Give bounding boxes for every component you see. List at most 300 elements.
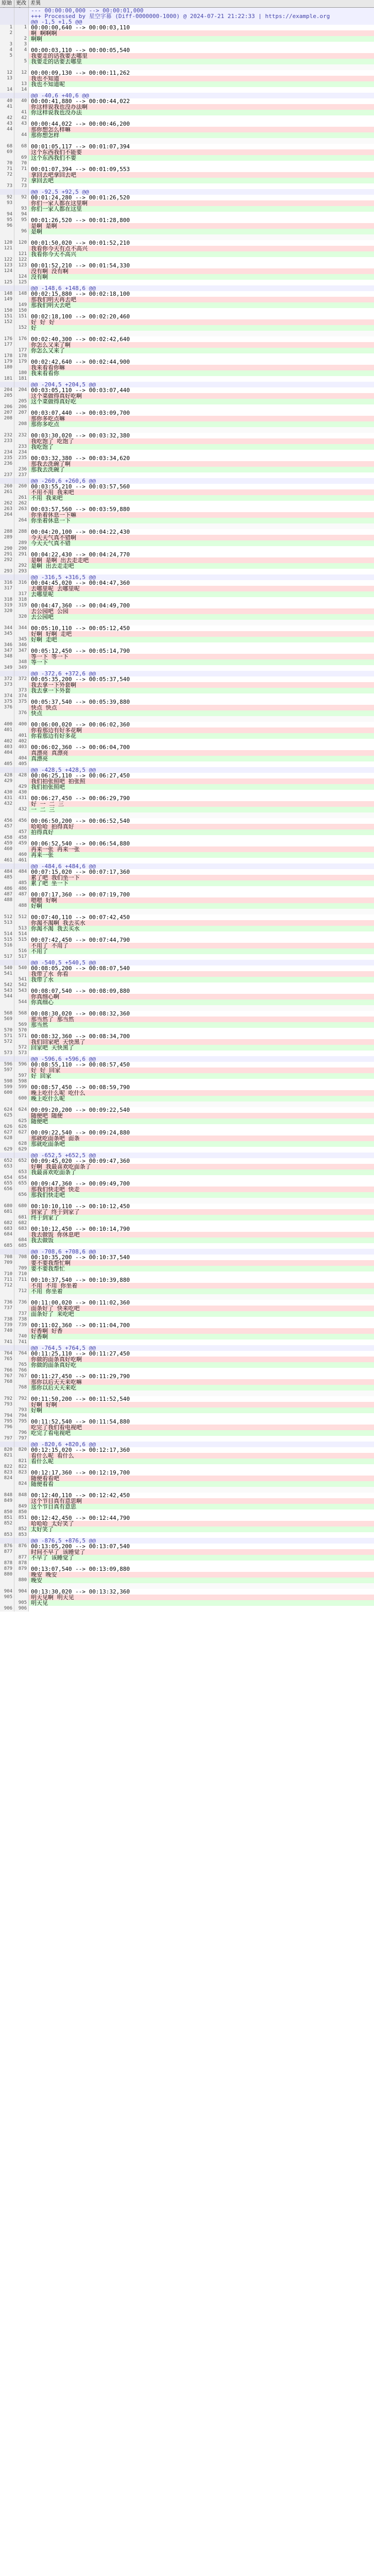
- diff-row-ctx[interactable]: [0, 121, 374, 127]
- diff-row-add[interactable]: [0, 1238, 374, 1243]
- diff-row-ctx[interactable]: [0, 257, 374, 263]
- diff-row-add[interactable]: [0, 36, 374, 42]
- diff-row-ctx[interactable]: [0, 1243, 374, 1249]
- diff-row-ctx[interactable]: [0, 642, 374, 648]
- diff-row-hunk[interactable]: [0, 93, 374, 98]
- diff-row-ctx[interactable]: [0, 1175, 374, 1181]
- diff-row-del[interactable]: [0, 1357, 374, 1362]
- diff-row-add[interactable]: [0, 81, 374, 87]
- diff-row-add[interactable]: [0, 540, 374, 546]
- diff-row-del[interactable]: [0, 1425, 374, 1430]
- diff-row-ctx[interactable]: [0, 835, 374, 841]
- diff-row-ctx[interactable]: [0, 1062, 374, 1067]
- diff-row-ctx[interactable]: [0, 1181, 374, 1187]
- diff-row-gap[interactable]: [0, 234, 374, 240]
- diff-row-add[interactable]: [0, 926, 374, 931]
- diff-row-ctx[interactable]: [0, 693, 374, 699]
- diff-row-ctx[interactable]: [0, 1510, 374, 1515]
- diff-row-del[interactable]: [0, 1379, 374, 1385]
- line-number-old: 879: [0, 1566, 14, 1572]
- diff-row-ctx[interactable]: [0, 739, 374, 744]
- diff-row-ctx[interactable]: [0, 937, 374, 943]
- diff-row-ctx[interactable]: [0, 217, 374, 223]
- diff-row-ctx[interactable]: [0, 1493, 374, 1498]
- diff-row-del[interactable]: [0, 994, 374, 999]
- diff-row-ctx[interactable]: [0, 841, 374, 846]
- diff-row-ctx[interactable]: [0, 1374, 374, 1379]
- diff-row-ctx[interactable]: [0, 1300, 374, 1306]
- diff-row-ctx[interactable]: [0, 1419, 374, 1425]
- diff-row-del[interactable]: [0, 319, 374, 325]
- diff-row-hunk[interactable]: [0, 382, 374, 387]
- diff-row-del[interactable]: [0, 920, 374, 926]
- diff-row-ctx[interactable]: [0, 455, 374, 461]
- diff-row-hunk[interactable]: [0, 1538, 374, 1544]
- diff-row-add[interactable]: [0, 444, 374, 450]
- diff-row-ctx[interactable]: [0, 676, 374, 682]
- diff-row-del[interactable]: [0, 1549, 374, 1555]
- diff-row-add[interactable]: [0, 399, 374, 404]
- diff-row-add[interactable]: [0, 302, 374, 308]
- diff-row-ctx[interactable]: [0, 795, 374, 801]
- diff-row-ctx[interactable]: [0, 761, 374, 767]
- diff-row-ctx[interactable]: [0, 1566, 374, 1572]
- diff-row-ctx[interactable]: [0, 1158, 374, 1164]
- diff-row-ctx[interactable]: [0, 336, 374, 342]
- diff-row-gap[interactable]: [0, 1198, 374, 1204]
- diff-row-ctx[interactable]: [0, 450, 374, 455]
- diff-row-ctx[interactable]: [0, 744, 374, 750]
- diff-row-ctx[interactable]: [0, 144, 374, 149]
- diff-row-ctx[interactable]: [0, 1011, 374, 1016]
- diff-row-ctx[interactable]: [0, 1606, 374, 1612]
- diff-row-del[interactable]: [0, 586, 374, 591]
- diff-row-del[interactable]: [0, 104, 374, 110]
- diff-row-add[interactable]: [0, 659, 374, 665]
- diff-row-del[interactable]: [0, 76, 374, 81]
- diff-row-del[interactable]: [0, 246, 374, 251]
- diff-row-gap[interactable]: [0, 1101, 374, 1107]
- diff-row-ctx[interactable]: [0, 954, 374, 960]
- diff-row-hunk[interactable]: [0, 1056, 374, 1062]
- diff-row-del[interactable]: [0, 1498, 374, 1504]
- diff-row-ctx[interactable]: [0, 376, 374, 382]
- diff-row-gap[interactable]: [0, 427, 374, 433]
- diff-row-add[interactable]: [0, 1334, 374, 1340]
- diff-row-gap[interactable]: [0, 1583, 374, 1589]
- diff-row-add[interactable]: [0, 132, 374, 138]
- diff-row-ctx[interactable]: [0, 1221, 374, 1226]
- line-content: [29, 1464, 374, 1470]
- diff-row-ctx[interactable]: [0, 212, 374, 217]
- diff-row-ctx[interactable]: [0, 42, 374, 47]
- diff-row-del[interactable]: [0, 30, 374, 36]
- diff-row-add[interactable]: [0, 1141, 374, 1147]
- diff-row-hunk[interactable]: [0, 1153, 374, 1158]
- diff-row-hunk[interactable]: [0, 285, 374, 291]
- diff-row-ctx[interactable]: [0, 858, 374, 863]
- diff-row-add[interactable]: [0, 110, 374, 115]
- diff-row-add[interactable]: [0, 903, 374, 909]
- diff-row-ctx[interactable]: [0, 914, 374, 920]
- diff-row-add[interactable]: [0, 614, 374, 620]
- line-number-new: [14, 767, 29, 773]
- diff-row-add[interactable]: [0, 1527, 374, 1532]
- diff-row-add[interactable]: [0, 1362, 374, 1368]
- diff-row-ctx[interactable]: [0, 580, 374, 586]
- diff-row-ctx[interactable]: [0, 1277, 374, 1283]
- diff-row-del[interactable]: [0, 750, 374, 756]
- diff-row-del[interactable]: [0, 943, 374, 948]
- diff-row-add[interactable]: [0, 1266, 374, 1272]
- diff-row-del[interactable]: [0, 127, 374, 132]
- diff-row-add[interactable]: [0, 251, 374, 257]
- diff-row-add[interactable]: [0, 1022, 374, 1028]
- diff-row-hunk[interactable]: [0, 960, 374, 965]
- diff-row-del[interactable]: [0, 1453, 374, 1459]
- line-number-new: 625: [14, 1118, 29, 1124]
- diff-row-del[interactable]: [0, 297, 374, 302]
- col-new-header[interactable]: 更改: [14, 0, 29, 7]
- line-content: 00:03:32,380 --> 00:03:34,620: [31, 455, 130, 461]
- diff-row-ctx[interactable]: [0, 161, 374, 166]
- diff-row-ctx[interactable]: [0, 314, 374, 319]
- diff-row-add[interactable]: [0, 1430, 374, 1436]
- diff-row-ctx[interactable]: [0, 472, 374, 478]
- diff-row-add[interactable]: [0, 495, 374, 501]
- diff-row-add[interactable]: [0, 591, 374, 597]
- diff-row-ctx[interactable]: [0, 1272, 374, 1277]
- diff-row-gap[interactable]: [0, 1487, 374, 1493]
- diff-row-add[interactable]: [0, 1170, 374, 1175]
- diff-row-add[interactable]: [0, 1096, 374, 1101]
- diff-row-ctx[interactable]: [0, 886, 374, 892]
- diff-row-add[interactable]: [0, 1192, 374, 1198]
- diff-row-ctx[interactable]: [0, 410, 374, 416]
- diff-row-hunk[interactable]: [0, 1442, 374, 1447]
- diff-row-ctx[interactable]: [0, 869, 374, 875]
- diff-row-ctx[interactable]: [0, 931, 374, 937]
- diff-row-gap[interactable]: [0, 64, 374, 70]
- diff-row-gap[interactable]: [0, 812, 374, 818]
- diff-row-ctx[interactable]: [0, 648, 374, 654]
- diff-row-gap[interactable]: [0, 716, 374, 722]
- diff-row-del[interactable]: [0, 654, 374, 659]
- diff-row-ctx[interactable]: [0, 988, 374, 994]
- diff-row-hunk[interactable]: [0, 767, 374, 773]
- diff-row-ctx[interactable]: [0, 47, 374, 53]
- diff-row-hunk[interactable]: [0, 574, 374, 580]
- diff-row-ctx[interactable]: [0, 1368, 374, 1374]
- diff-row-ctx[interactable]: [0, 1544, 374, 1549]
- diff-row-ctx[interactable]: [0, 982, 374, 988]
- diff-row-ctx[interactable]: [0, 1079, 374, 1084]
- diff-row-del[interactable]: [0, 365, 374, 370]
- diff-row-ctx[interactable]: [0, 166, 374, 172]
- diff-row-add[interactable]: [0, 637, 374, 642]
- diff-row-add[interactable]: [0, 1073, 374, 1079]
- diff-row-ctx[interactable]: [0, 433, 374, 438]
- diff-row-add[interactable]: [0, 1578, 374, 1583]
- diff-row-add[interactable]: [0, 59, 374, 64]
- diff-row-ctx[interactable]: [0, 263, 374, 268]
- diff-row-del[interactable]: [0, 393, 374, 399]
- diff-row-ctx[interactable]: [0, 291, 374, 297]
- diff-row-ctx[interactable]: [0, 1589, 374, 1595]
- diff-row-ctx[interactable]: [0, 1323, 374, 1328]
- diff-row-ctx[interactable]: [0, 506, 374, 512]
- diff-row-ctx[interactable]: [0, 183, 374, 189]
- diff-row-del[interactable]: [0, 53, 374, 59]
- diff-row-ctx[interactable]: [0, 1204, 374, 1209]
- diff-row-del[interactable]: [0, 846, 374, 852]
- diff-row-del[interactable]: [0, 778, 374, 784]
- diff-row-del[interactable]: [0, 1595, 374, 1600]
- diff-row-del[interactable]: [0, 557, 374, 563]
- diff-row-add[interactable]: [0, 370, 374, 376]
- diff-row-ctx[interactable]: [0, 722, 374, 727]
- diff-row-ctx[interactable]: [0, 280, 374, 285]
- diff-row-del[interactable]: [0, 1260, 374, 1266]
- diff-row-add[interactable]: [0, 977, 374, 982]
- diff-row-del[interactable]: [0, 1090, 374, 1096]
- diff-row-ctx[interactable]: [0, 625, 374, 631]
- diff-row-del[interactable]: [0, 1113, 374, 1118]
- diff-row-gap[interactable]: [0, 523, 374, 529]
- diff-row-del[interactable]: [0, 512, 374, 518]
- line-number-old: [0, 382, 14, 387]
- diff-row-ctx[interactable]: [0, 359, 374, 365]
- diff-row-del[interactable]: [0, 1283, 374, 1289]
- diff-row-del[interactable]: [0, 682, 374, 688]
- diff-row-del[interactable]: [0, 1039, 374, 1045]
- diff-row-del[interactable]: [0, 342, 374, 348]
- diff-row-add[interactable]: [0, 467, 374, 472]
- diff-row-del[interactable]: [0, 416, 374, 421]
- diff-row-add[interactable]: [0, 948, 374, 954]
- line-number-new: [14, 478, 29, 484]
- diff-row-add[interactable]: [0, 688, 374, 693]
- diff-row-hunk[interactable]: [0, 1345, 374, 1351]
- diff-row-ctx[interactable]: [0, 1124, 374, 1130]
- diff-row-ctx[interactable]: [0, 70, 374, 76]
- diff-row-ctx[interactable]: [0, 484, 374, 489]
- diff-row-ctx[interactable]: [0, 387, 374, 393]
- diff-row-add[interactable]: [0, 348, 374, 353]
- diff-row-ctx[interactable]: [0, 1436, 374, 1442]
- diff-row-del[interactable]: [0, 1016, 374, 1022]
- diff-row-gap[interactable]: [0, 331, 374, 336]
- diff-row-ctx[interactable]: [0, 1050, 374, 1056]
- diff-row-del[interactable]: [0, 1067, 374, 1073]
- diff-row-del[interactable]: [0, 801, 374, 807]
- diff-row-ctx[interactable]: [0, 569, 374, 574]
- diff-row-del[interactable]: [0, 438, 374, 444]
- diff-row-add[interactable]: [0, 829, 374, 835]
- diff-row-gap[interactable]: [0, 1005, 374, 1011]
- diff-row-add[interactable]: [0, 178, 374, 183]
- diff-row-ctx[interactable]: [0, 87, 374, 93]
- diff-row-ctx[interactable]: [0, 597, 374, 603]
- diff-row-ctx[interactable]: [0, 603, 374, 608]
- diff-row-add[interactable]: [0, 756, 374, 761]
- diff-row-ctx[interactable]: [0, 1340, 374, 1345]
- diff-row-hunk[interactable]: [0, 478, 374, 484]
- col-diff-header[interactable]: 差異: [30, 1, 41, 6]
- diff-row-add[interactable]: [0, 1118, 374, 1124]
- diff-row-add[interactable]: [0, 274, 374, 280]
- diff-row-add[interactable]: [0, 733, 374, 739]
- diff-row-del[interactable]: [0, 608, 374, 614]
- diff-row-hunk[interactable]: [0, 19, 374, 25]
- diff-row-add[interactable]: [0, 1045, 374, 1050]
- diff-row-del[interactable]: [0, 268, 374, 274]
- diff-row-del[interactable]: [0, 1306, 374, 1311]
- diff-row-ctx[interactable]: [0, 552, 374, 557]
- diff-row-ctx[interactable]: [0, 529, 374, 535]
- diff-row-hunk[interactable]: [0, 671, 374, 676]
- diff-row-gap[interactable]: [0, 1294, 374, 1300]
- diff-row-del[interactable]: [0, 705, 374, 710]
- diff-row-ctx[interactable]: [0, 1447, 374, 1453]
- diff-row-gap[interactable]: [0, 138, 374, 144]
- diff-row-add[interactable]: [0, 1555, 374, 1561]
- line-number-new: [14, 393, 29, 399]
- diff-row-ctx[interactable]: [0, 404, 374, 410]
- diff-row-ctx[interactable]: [0, 1470, 374, 1476]
- diff-row-add[interactable]: [0, 563, 374, 569]
- diff-row-ctx[interactable]: [0, 773, 374, 778]
- diff-row-ctx[interactable]: [0, 195, 374, 200]
- diff-row-del[interactable]: [0, 1521, 374, 1527]
- col-old-header[interactable]: 原始: [0, 0, 14, 7]
- line-number-new: 570: [14, 1028, 29, 1033]
- diff-row-add[interactable]: [0, 155, 374, 161]
- diff-row-ctx[interactable]: [0, 1147, 374, 1153]
- diff-row-del[interactable]: [0, 149, 374, 155]
- diff-row-ctx[interactable]: [0, 1515, 374, 1521]
- diff-row-del[interactable]: [0, 727, 374, 733]
- diff-row-add[interactable]: [0, 807, 374, 812]
- diff-row-add[interactable]: [0, 784, 374, 790]
- diff-row-del[interactable]: [0, 1232, 374, 1238]
- diff-row-ctx[interactable]: [0, 1028, 374, 1033]
- diff-row-add[interactable]: [0, 1311, 374, 1317]
- diff-row-del[interactable]: [0, 1328, 374, 1334]
- diff-row-hunk[interactable]: [0, 189, 374, 195]
- diff-row-del[interactable]: [0, 489, 374, 495]
- line-number-old: 68: [0, 144, 14, 149]
- diff-row-del[interactable]: [0, 1572, 374, 1578]
- diff-row-add[interactable]: [0, 710, 374, 716]
- diff-row-gap[interactable]: [0, 909, 374, 914]
- diff-row-add[interactable]: [0, 325, 374, 331]
- diff-row-ctx[interactable]: [0, 665, 374, 671]
- diff-row-del[interactable]: [0, 824, 374, 829]
- diff-row-add[interactable]: [0, 999, 374, 1005]
- diff-row-del[interactable]: [0, 1164, 374, 1170]
- diff-row-ctx[interactable]: [0, 1351, 374, 1357]
- diff-row-del[interactable]: [0, 971, 374, 977]
- diff-row-gap[interactable]: [0, 620, 374, 625]
- diff-row-ctx[interactable]: [0, 240, 374, 246]
- diff-row-add[interactable]: [0, 229, 374, 234]
- diff-row-add[interactable]: [0, 1600, 374, 1606]
- diff-row-ctx[interactable]: [0, 1255, 374, 1260]
- diff-row-ctx[interactable]: [0, 1226, 374, 1232]
- line-content: @@ -1,5 +1,5 @@: [29, 19, 374, 25]
- diff-row-add[interactable]: [0, 1504, 374, 1510]
- diff-row-add[interactable]: [0, 1385, 374, 1391]
- diff-row-hunk[interactable]: [0, 863, 374, 869]
- diff-row-del[interactable]: [0, 897, 374, 903]
- line-content: [29, 1175, 374, 1181]
- diff-row-ctx[interactable]: [0, 892, 374, 897]
- diff-row-del[interactable]: [0, 1209, 374, 1215]
- diff-row-add[interactable]: [0, 1289, 374, 1294]
- diff-row-del[interactable]: [0, 1136, 374, 1141]
- diff-row-gap[interactable]: [0, 1391, 374, 1396]
- diff-row-add[interactable]: [0, 1215, 374, 1221]
- diff-row-ctx[interactable]: [0, 1130, 374, 1136]
- diff-row-ctx[interactable]: [0, 115, 374, 121]
- diff-row-del[interactable]: [0, 172, 374, 178]
- diff-row-ctx[interactable]: [0, 308, 374, 314]
- diff-row-add[interactable]: [0, 206, 374, 212]
- diff-row-del[interactable]: [0, 200, 374, 206]
- diff-row-ctx[interactable]: [0, 1532, 374, 1538]
- diff-row-ctx[interactable]: [0, 1084, 374, 1090]
- line-number-new: 206: [14, 404, 29, 410]
- diff-row-add[interactable]: [0, 1459, 374, 1464]
- diff-row-del[interactable]: [0, 461, 374, 467]
- diff-row-ctx[interactable]: [0, 818, 374, 824]
- diff-row-ctx[interactable]: [0, 1413, 374, 1419]
- diff-row-ctx[interactable]: [0, 1464, 374, 1470]
- diff-row-del[interactable]: [0, 875, 374, 880]
- diff-row-ctx[interactable]: [0, 98, 374, 104]
- diff-row-ctx[interactable]: [0, 1396, 374, 1402]
- line-number-old: [0, 1362, 14, 1368]
- diff-row-ctx[interactable]: [0, 25, 374, 30]
- diff-row-ctx[interactable]: [0, 1317, 374, 1323]
- diff-row-del[interactable]: [0, 535, 374, 540]
- diff-row-add[interactable]: [0, 1408, 374, 1413]
- diff-row-add[interactable]: [0, 421, 374, 427]
- diff-row-hunk[interactable]: [0, 1249, 374, 1255]
- diff-row-ctx[interactable]: [0, 699, 374, 705]
- diff-row-ctx[interactable]: [0, 1561, 374, 1566]
- diff-row-add[interactable]: [0, 852, 374, 858]
- diff-row-add[interactable]: [0, 1481, 374, 1487]
- diff-row-add[interactable]: [0, 880, 374, 886]
- diff-row-ctx[interactable]: [0, 790, 374, 795]
- diff-row-del[interactable]: [0, 1187, 374, 1192]
- diff-row-ctx[interactable]: [0, 1107, 374, 1113]
- diff-row-ctx[interactable]: [0, 501, 374, 506]
- line-number-old: 652: [0, 1158, 14, 1164]
- diff-row-del[interactable]: [0, 223, 374, 229]
- diff-row-del[interactable]: [0, 1476, 374, 1481]
- diff-row-ctx[interactable]: [0, 965, 374, 971]
- diff-row-ctx[interactable]: [0, 546, 374, 552]
- diff-row-del[interactable]: [0, 1402, 374, 1408]
- line-number-new: 208: [14, 421, 29, 427]
- diff-row-del[interactable]: [0, 631, 374, 637]
- diff-row-ctx[interactable]: [0, 353, 374, 359]
- diff-row-ctx[interactable]: [0, 1033, 374, 1039]
- diff-row-add[interactable]: [0, 518, 374, 523]
